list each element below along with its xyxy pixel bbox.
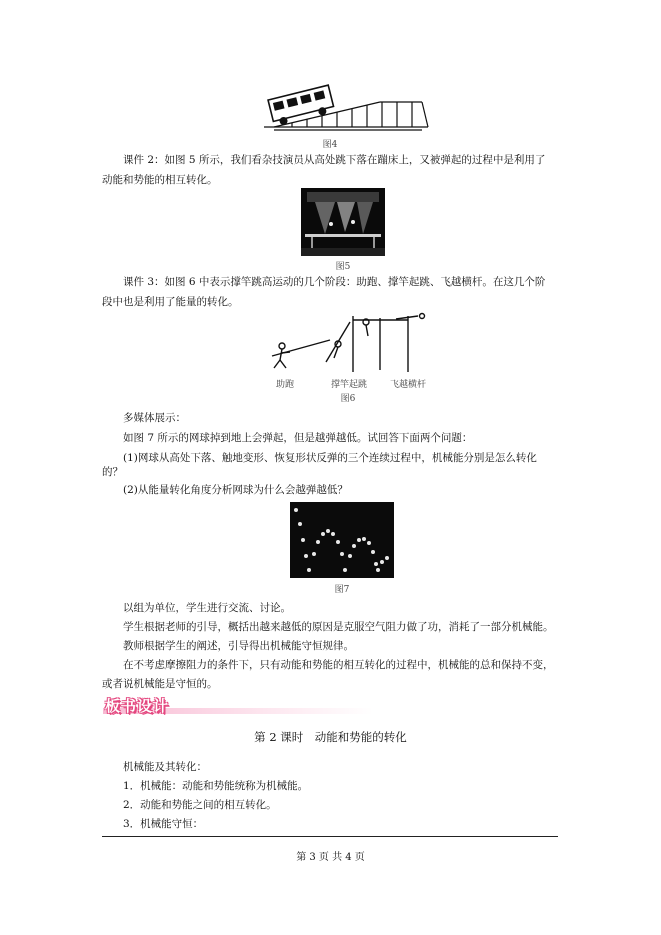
lesson-title: 第 2 课时 动能和势能的转化 xyxy=(254,730,407,744)
figure-5-trampoline-photo xyxy=(301,188,385,256)
board-item-3: 3．机械能守恒： xyxy=(123,818,204,830)
footer-divider xyxy=(102,836,558,837)
figure-7-caption: 图7 xyxy=(334,585,350,595)
courseware-3-line-1: 课件 3：如图 6 中表示撑竿跳高运动的几个阶段：助跑、撑竿起跳、飞越横杆。在这几个阶 xyxy=(123,276,546,288)
figure-4-ramp-vehicle xyxy=(262,84,430,132)
law-intro-text: 教师根据学生的阐述，引导得出机械能守恒规律。 xyxy=(123,640,354,652)
media-intro: 如图 7 所示的网球掉到地上会弹起，但是越弹越低。试回答下面两个问题： xyxy=(123,432,473,444)
figure-6-caption: 图6 xyxy=(340,394,356,404)
figure-6-label-clear-bar: 飞越横杆 xyxy=(389,380,426,390)
board-design-banner xyxy=(103,697,373,717)
courseware-3-line-2: 段中也是利用了能量的转化。 xyxy=(102,296,239,308)
figure-7-bouncing-ball xyxy=(290,502,394,578)
guidance-text: 学生根据老师的引导，概括出越来越低的原因是克服空气阻力做了功，消耗了一部分机械能。 xyxy=(123,621,554,633)
law-line-2: 或者说机械能是守恒的。 xyxy=(102,678,218,690)
page-footer: 第 3 页 共 4 页 xyxy=(296,852,365,863)
law-line-1: 在不考虑摩擦阻力的条件下，只有动能和势能的相互转化的过程中，机械能的总和保持不变， xyxy=(123,659,554,671)
courseware-2-line-1: 课件 2：如图 5 所示，我们看杂技演员从高处跳下落在蹦床上，又被弹起的过程中是利用了 xyxy=(123,154,546,166)
board-item-2: 2．动能和势能之间的相互转化。 xyxy=(123,799,277,811)
courseware-2-line-2: 动能和势能的相互转化。 xyxy=(102,174,218,186)
figure-6-pole-vault xyxy=(268,312,440,376)
question-1-line-1: (1)网球从高处下落、触地变形、恢复形状反弹的三个连续过程中，机械能分别是怎么转化 xyxy=(123,452,537,464)
board-item-1: 1．机械能：动能和势能统称为机械能。 xyxy=(123,780,309,792)
figure-6-label-takeoff: 撑竿起跳 xyxy=(330,380,367,390)
media-heading: 多媒体展示： xyxy=(123,412,186,424)
banner-text: 板书设计 xyxy=(105,697,170,715)
question-1-line-2: 的？ xyxy=(102,466,123,478)
figure-5-caption: 图5 xyxy=(335,262,351,272)
question-2: (2)从能量转化角度分析网球为什么会越弹越低？ xyxy=(123,484,348,496)
figure-4-caption: 图4 xyxy=(322,140,338,150)
board-heading: 机械能及其转化： xyxy=(123,761,207,773)
figure-6-label-run: 助跑 xyxy=(275,380,294,390)
discussion-text: 以组为单位，学生进行交流、讨论。 xyxy=(123,602,291,614)
